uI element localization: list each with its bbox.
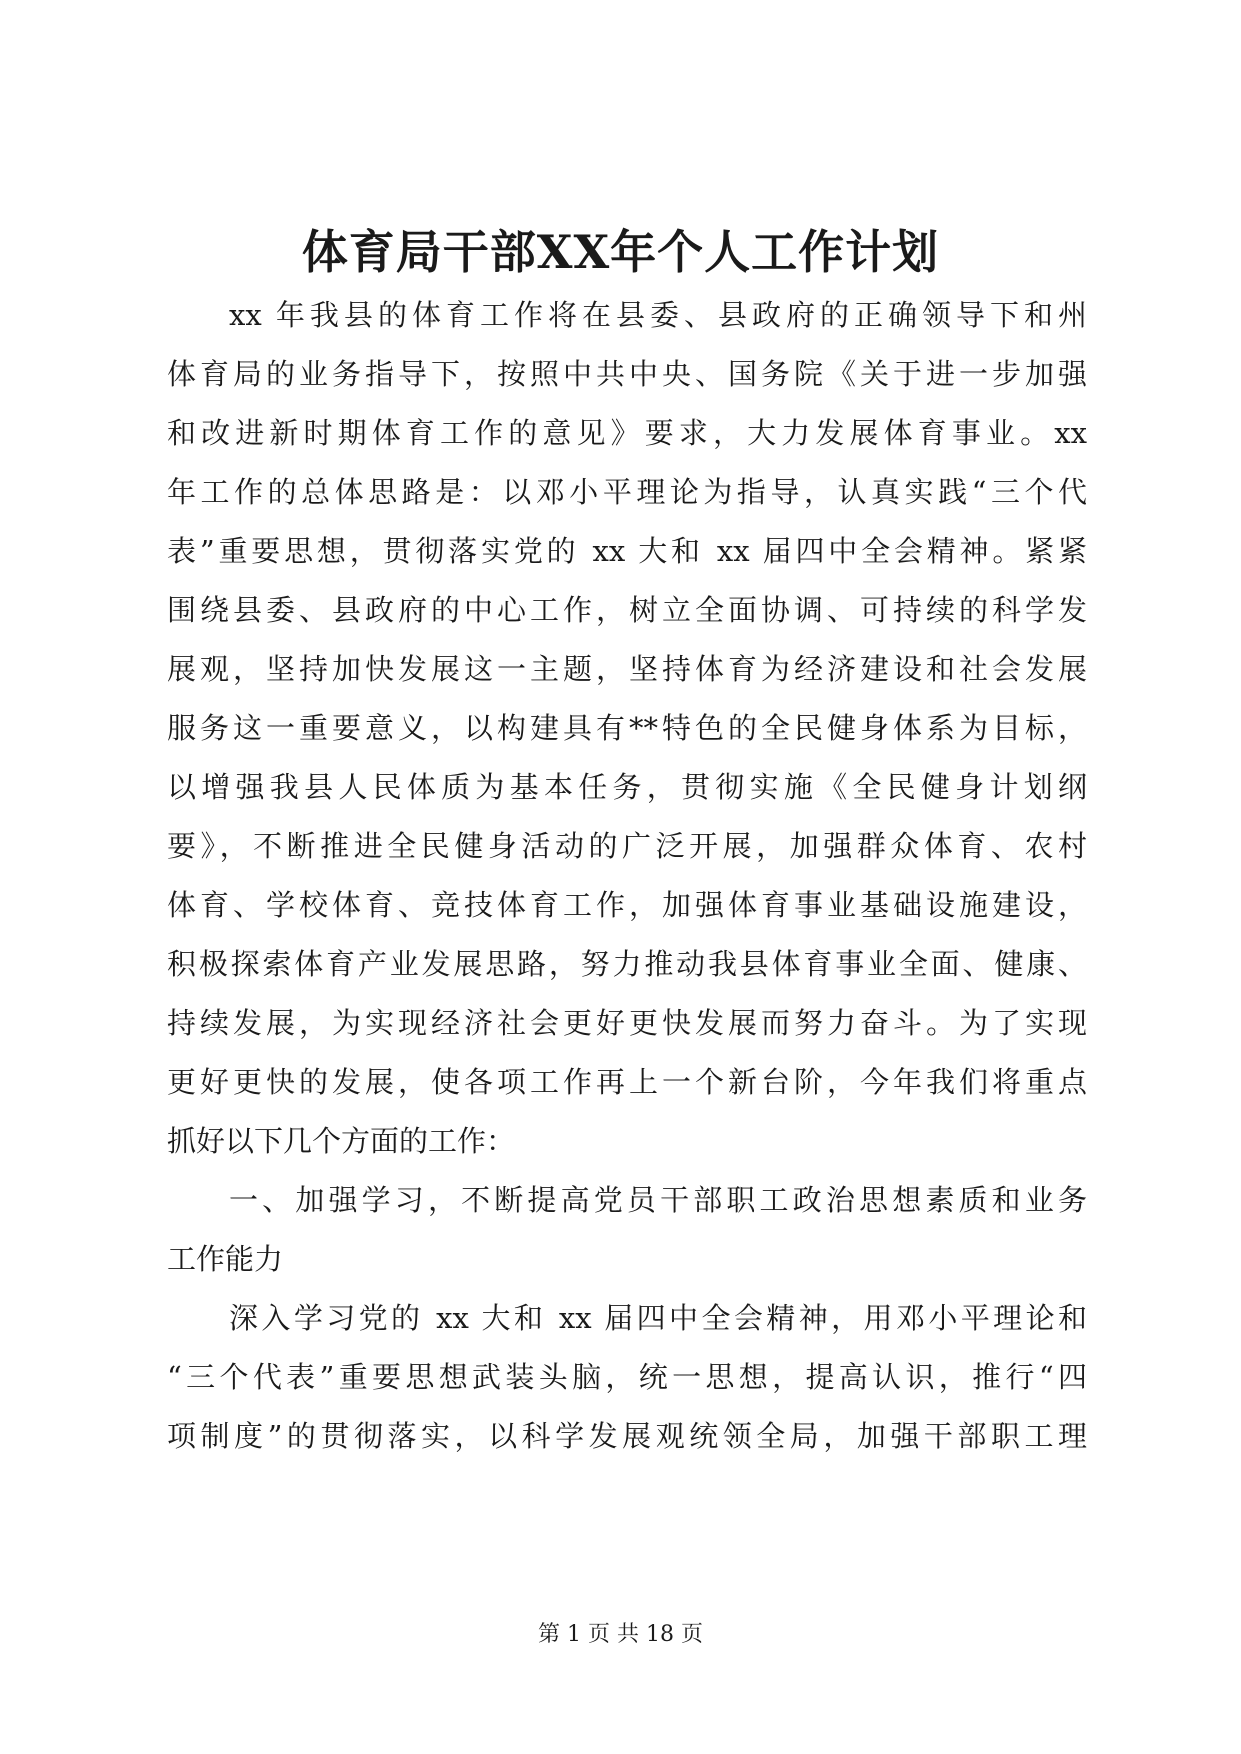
- paragraph-line: 要》，不断推进全民健身活动的广泛开展，加强群众体育、农村: [167, 829, 1087, 863]
- paragraph-line: 年工作的总体思路是：以邓小平理论为指导，认真实践“三个代: [167, 475, 1087, 509]
- paragraph-line: 以增强我县人民体质为基本任务，贯彻实施《全民健身计划纲: [167, 770, 1087, 804]
- paragraph-line: 围绕县委、县政府的中心工作，树立全面协调、可持续的科学发: [167, 593, 1087, 627]
- paragraph-line: 深入学习党的 xx 大和 xx 届四中全会精神，用邓小平理论和: [229, 1301, 1087, 1335]
- paragraph-line: 表”重要思想，贯彻落实党的 xx 大和 xx 届四中全会精神。紧紧: [167, 534, 1087, 568]
- paragraph-line: 持续发展，为实现经济社会更好更快发展而努力奋斗。为了实现: [167, 1006, 1087, 1040]
- paragraph-line: xx 年我县的体育工作将在县委、县政府的正确领导下和州: [229, 298, 1087, 332]
- section-heading-line: 工作能力: [167, 1242, 284, 1276]
- document-title: 体育局干部XX年个人工作计划: [301, 225, 940, 279]
- document-body: [167, 286, 1087, 1466]
- paragraph-line: 和改进新时期体育工作的意见》要求，大力发展体育事业。xx: [167, 416, 1087, 450]
- paragraph-line: “三个代表”重要思想武装头脑，统一思想，提高认识，推行“四: [167, 1360, 1087, 1394]
- section-heading-line: 一、加强学习，不断提高党员干部职工政治思想素质和业务: [229, 1183, 1087, 1217]
- paragraph-line: 服务这一重要意义，以构建具有**特色的全民健身体系为目标，: [167, 711, 1087, 745]
- paragraph-line: 积极探索体育产业发展思路，努力推动我县体育事业全面、健康、: [167, 947, 1087, 981]
- paragraph-line: 体育局的业务指导下，按照中共中央、国务院《关于进一步加强: [167, 357, 1087, 391]
- paragraph-line: 抓好以下几个方面的工作：: [167, 1124, 516, 1158]
- paragraph-line: 展观，坚持加快发展这一主题，坚持体育为经济建设和社会发展: [167, 652, 1087, 686]
- paragraph-line: 项制度”的贯彻落实，以科学发展观统领全局，加强干部职工理: [167, 1419, 1087, 1453]
- paragraph-line: 体育、学校体育、竞技体育工作，加强体育事业基础设施建设，: [167, 888, 1087, 922]
- paragraph-line: 更好更快的发展，使各项工作再上一个新台阶，今年我们将重点: [167, 1065, 1087, 1099]
- page-number-footer: 第 1 页 共 18 页: [538, 1622, 703, 1647]
